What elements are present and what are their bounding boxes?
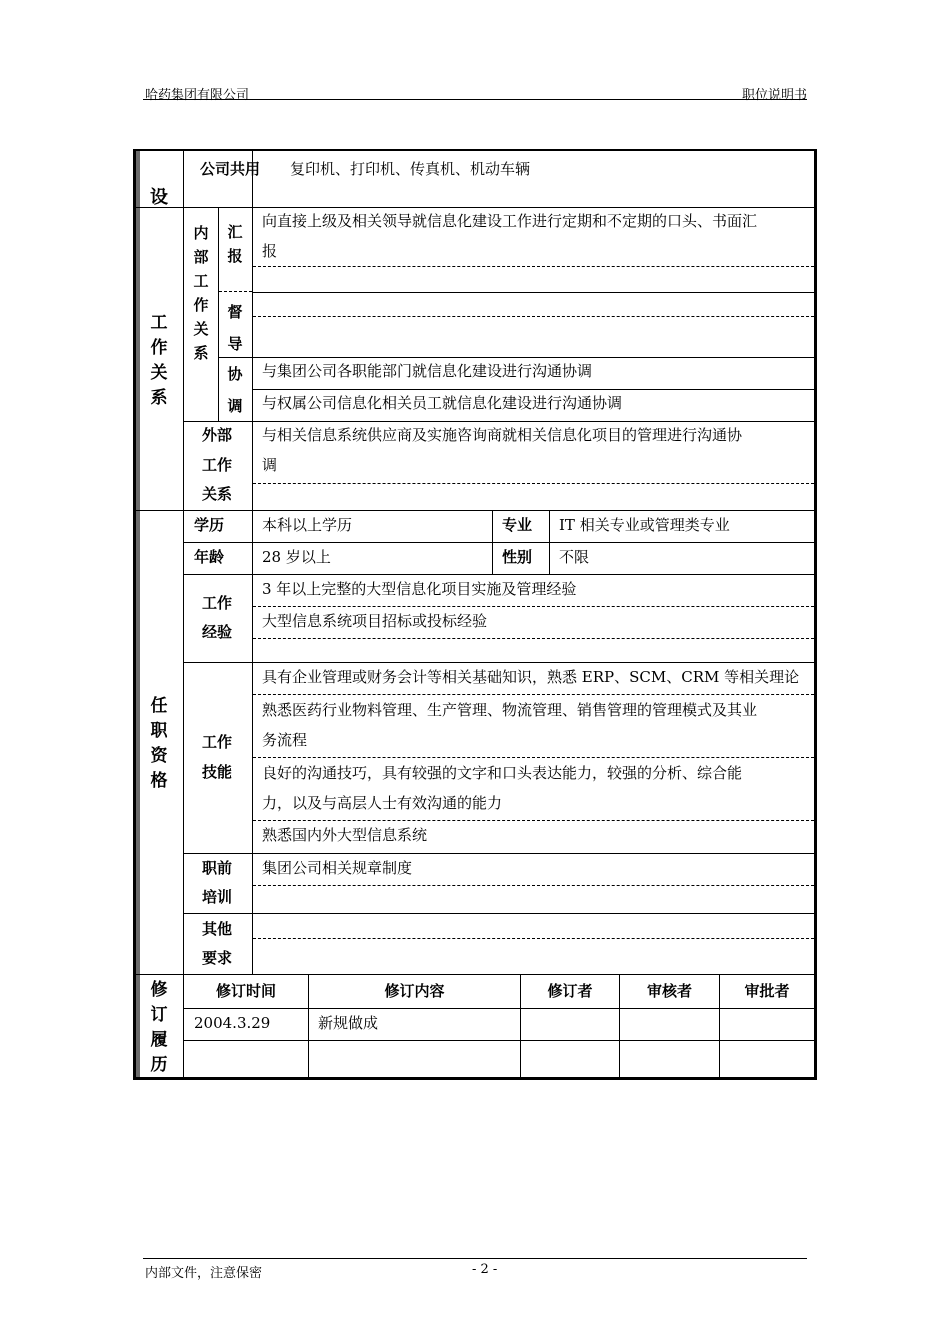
education-label: 学历	[194, 516, 225, 534]
row-line-training	[183, 913, 814, 914]
rev-header-approver: 审批者	[744, 982, 790, 1000]
dash-supervise	[253, 316, 814, 317]
header-rule	[143, 99, 807, 100]
row-line-report	[252, 292, 814, 293]
page-number: - 2 -	[472, 1262, 498, 1277]
work-relations-section-label: 工作关系	[150, 313, 168, 408]
report-label: 汇报	[227, 223, 243, 265]
col-line-internal	[218, 207, 219, 421]
external-label-1: 外部	[202, 426, 233, 444]
external-line-1: 与相关信息系统供应商及实施咨询商就相关信息化项目的管理进行沟通协	[262, 426, 743, 444]
other-label-1: 其他	[202, 920, 233, 938]
training-label-2: 培训	[202, 888, 233, 906]
major-value: IT 相关专业或管理类专业	[559, 516, 730, 534]
footer-notice: 内部文件，注意保密	[145, 1266, 263, 1281]
experience-label-1: 工作	[202, 594, 233, 612]
qualifications-section-label: 任职资格	[150, 696, 168, 791]
coordinate-label: 协调	[227, 365, 243, 415]
gender-value: 不限	[559, 548, 590, 566]
rev-header-reviser: 修订者	[547, 982, 593, 1000]
col-line-2b	[252, 207, 253, 974]
rev-row-line	[183, 1040, 814, 1041]
other-label-2: 要求	[202, 949, 233, 967]
report-line-1: 向直接上级及相关领导就信息化建设工作进行定期和不定期的口头、书面汇	[262, 212, 758, 230]
training-value: 集团公司相关规章制度	[262, 859, 413, 877]
coordinate-item-1: 与集团公司各职能部门就信息化建设进行沟通协调	[262, 362, 593, 380]
major-label: 专业	[502, 516, 533, 534]
skills-label-2: 技能	[202, 763, 233, 781]
skills-line-4: 良好的沟通技巧，具有较强的文字和口头表达能力，较强的分析、综合能	[262, 764, 743, 782]
age-value: 28 岁以上	[262, 548, 331, 566]
experience-item-2: 大型信息系统项目招标或投标经验	[262, 612, 488, 630]
equipment-value: 复印机、打印机、传真机、机动车辆	[290, 160, 531, 178]
experience-item-1: 3 年以上完整的大型信息化项目实施及管理经验	[262, 580, 577, 598]
equipment-label: 公司共用	[200, 160, 261, 178]
rev-row1-content: 新规做成	[318, 1014, 379, 1032]
dash-other	[253, 938, 814, 939]
skills-line-5: 力，以及与高层人士有效沟通的能力	[262, 794, 503, 812]
dash-external	[253, 483, 814, 484]
equipment-section-char: 设	[150, 187, 168, 208]
document-type: 职位说明书	[741, 88, 807, 103]
external-line-2: 调	[262, 456, 278, 474]
revision-section-label: 修订履历	[150, 980, 168, 1075]
row-line-other	[136, 974, 814, 975]
dash-training	[253, 885, 814, 886]
company-name: 哈药集团有限公司	[145, 88, 250, 103]
age-label: 年龄	[194, 548, 225, 566]
coordinate-item-2: 与权属公司信息化相关员工就信息化建设进行沟通协调	[262, 394, 623, 412]
supervise-label: 督导	[227, 303, 243, 353]
skills-line-2: 熟悉医药行业物料管理、生产管理、物流管理、销售管理的管理模式及其业	[262, 701, 758, 719]
education-value: 本科以上学历	[262, 516, 353, 534]
external-label-2: 工作	[202, 456, 233, 474]
dash-exp-2	[253, 638, 814, 639]
report-line-2: 报	[262, 242, 278, 260]
left-column-shade	[136, 151, 140, 1077]
rev-header-content: 修订内容	[384, 982, 445, 1000]
external-label-3: 关系	[202, 485, 233, 503]
skills-line-6: 熟悉国内外大型信息系统	[262, 826, 428, 844]
dash-internal-split	[219, 291, 252, 292]
rev-row1-time: 2004.3.29	[194, 1014, 271, 1032]
rev-header-time: 修订时间	[215, 982, 276, 1000]
training-label-1: 职前	[202, 859, 233, 877]
gender-label: 性别	[502, 548, 533, 566]
col-line-1	[183, 151, 184, 1077]
rev-header-reviewer: 审核者	[646, 982, 692, 1000]
rev-header-line	[183, 1008, 814, 1009]
skills-line-3: 务流程	[262, 731, 308, 749]
skills-line-1: 具有企业管理或财务会计等相关基础知识，熟悉 ERP、SCM、CRM 等相关理论	[262, 668, 800, 686]
skills-label-1: 工作	[202, 733, 233, 751]
internal-relations-label: 内部工作关系	[193, 224, 209, 362]
experience-label-2: 经验	[202, 623, 233, 641]
dash-report	[253, 266, 814, 267]
footer-rule	[143, 1258, 807, 1259]
